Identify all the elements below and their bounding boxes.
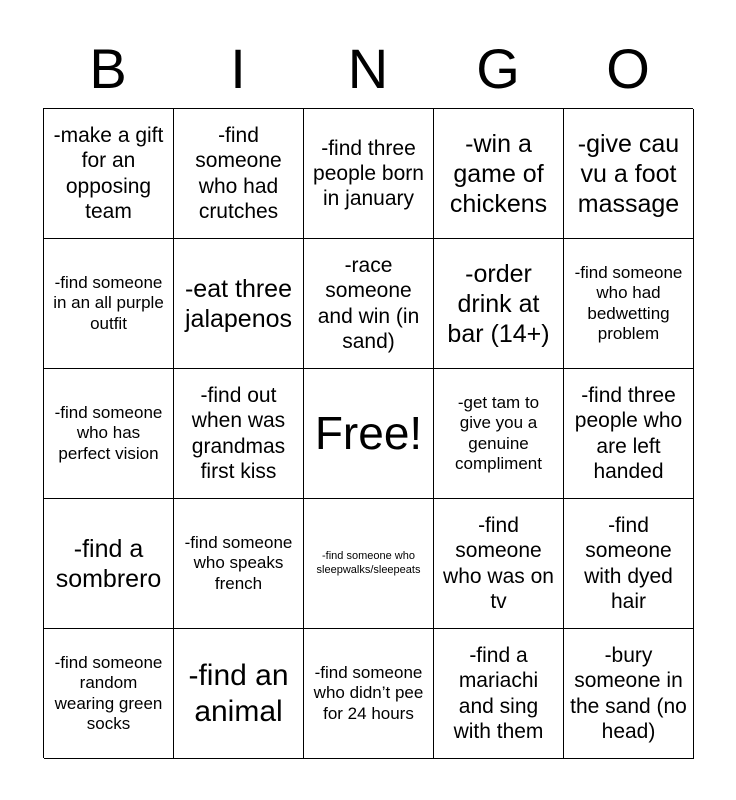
bingo-cell[interactable]: -find someone random wearing green socks — [44, 629, 174, 759]
bingo-cell[interactable]: -find out when was grandmas first kiss — [174, 369, 304, 499]
bingo-cell[interactable]: -bury someone in the sand (no head) — [564, 629, 694, 759]
free-space-cell[interactable]: Free! — [304, 369, 434, 499]
bingo-cell[interactable]: -find someone who was on tv — [434, 499, 564, 629]
bingo-cell[interactable]: -find someone who had crutches — [174, 109, 304, 239]
bingo-cell[interactable]: -find someone in an all purple outfit — [44, 239, 174, 369]
bingo-cell[interactable]: -find three people born in january — [304, 109, 434, 239]
bingo-cell[interactable]: -find someone with dyed hair — [564, 499, 694, 629]
bingo-cell[interactable]: -make a gift for an opposing team — [44, 109, 174, 239]
bingo-cell[interactable]: -find a sombrero — [44, 499, 174, 629]
bingo-cell[interactable]: -find someone who had bedwetting problem — [564, 239, 694, 369]
bingo-cell[interactable]: -find someone who sleepwalks/sleepeats — [304, 499, 434, 629]
bingo-cell[interactable]: -race someone and win (in sand) — [304, 239, 434, 369]
bingo-cell[interactable]: -order drink at bar (14+) — [434, 239, 564, 369]
bingo-cell[interactable]: -find three people who are left handed — [564, 369, 694, 499]
header-letter-g: G — [476, 37, 520, 100]
bingo-cell[interactable]: -find someone who speaks french — [174, 499, 304, 629]
bingo-cell[interactable]: -give cau vu a foot massage — [564, 109, 694, 239]
bingo-cell[interactable]: -eat three jalapenos — [174, 239, 304, 369]
header-letter-i: I — [230, 37, 246, 100]
header-letter-b: B — [89, 37, 127, 100]
bingo-cell[interactable]: -find a mariachi and sing with them — [434, 629, 564, 759]
bingo-header — [43, 30, 693, 108]
bingo-cell[interactable]: -find someone who has perfect vision — [44, 369, 174, 499]
bingo-cell[interactable]: -find an animal — [174, 629, 304, 759]
bingo-cell[interactable]: -find someone who didn’t pee for 24 hours — [304, 629, 434, 759]
header-letter-o: O — [606, 37, 650, 100]
bingo-board — [43, 108, 693, 758]
header-letter-n: N — [347, 37, 389, 100]
bingo-cell[interactable]: -get tam to give you a genuine compliment — [434, 369, 564, 499]
bingo-cell[interactable]: -win a game of chickens — [434, 109, 564, 239]
